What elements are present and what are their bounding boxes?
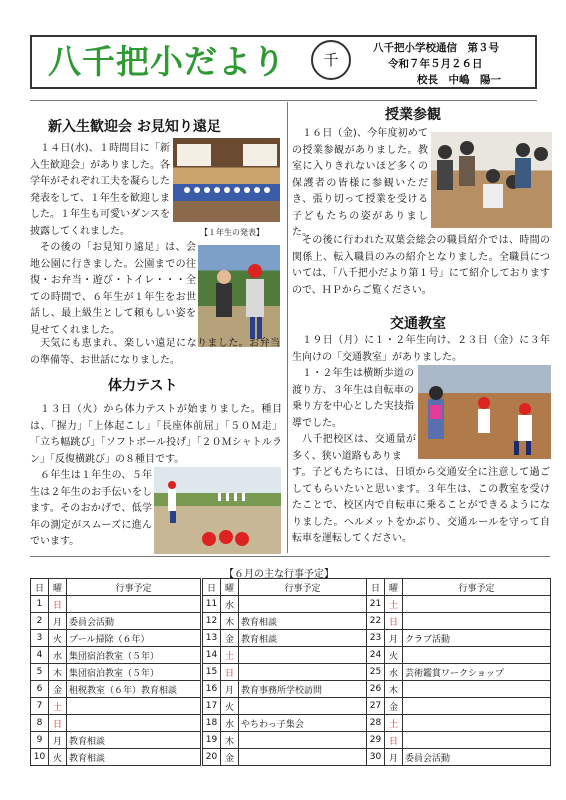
schedule-weekday: 木	[221, 613, 239, 630]
schedule-event	[403, 596, 551, 613]
schedule-header-day: 日	[31, 579, 49, 596]
schedule-row	[203, 732, 367, 749]
schedule-row	[31, 732, 201, 749]
issue-label: 八千把小学校通信 第３号	[373, 42, 499, 54]
schedule-header-dow: 曜	[221, 579, 239, 596]
schedule-row	[203, 647, 367, 664]
schedule-row	[367, 596, 551, 613]
schedule-header-day: 日	[203, 579, 221, 596]
traffic-text-2	[292, 366, 414, 432]
fitness-paragraph-2: ６年生は１年生の、５年生は２年生のお手伝いをします。そのおかげで、低学年の測定がスムーズに進んでいます。	[30, 470, 152, 547]
traffic-paragraph-1: １９日（月）に１・２年生向け、２３日（金）に３年生向けの「交通教室」がありました。	[292, 335, 550, 363]
schedule-day: 3	[31, 630, 49, 647]
fitness-heading: 体力テスト	[108, 378, 178, 394]
schedule-row	[367, 613, 551, 630]
schedule-weekday: 水	[49, 647, 67, 664]
schedule-row	[367, 647, 551, 664]
schedule-weekday: 火	[221, 698, 239, 715]
schedule-day: 8	[31, 715, 49, 732]
schedule-table	[30, 578, 201, 766]
schedule-day: 13	[203, 630, 221, 647]
observation-text-2	[292, 233, 550, 299]
schedule-weekday: 火	[49, 630, 67, 647]
schedule-event	[239, 732, 367, 749]
schedule-row	[367, 681, 551, 698]
schedule-row	[367, 630, 551, 647]
schedule-day: 28	[367, 715, 385, 732]
schedule-weekday: 月	[49, 613, 67, 630]
schedule-header-dow: 曜	[49, 579, 67, 596]
welcome-paragraph-3: 天気にも恵まれ、楽しい遠足になりました。お弁当の準備等、お世話になりました。	[30, 338, 280, 366]
schedule-day: 20	[203, 749, 221, 766]
schedule-event	[239, 698, 367, 715]
schedule-row	[203, 630, 367, 647]
schedule-row	[31, 715, 201, 732]
newsletter-title: 八千把小だより	[48, 42, 286, 81]
header-rule	[30, 100, 537, 101]
schedule-weekday: 木	[385, 681, 403, 698]
welcome-text-1	[30, 141, 170, 240]
schedule-row	[31, 664, 201, 681]
schedule-day: 14	[203, 647, 221, 664]
schedule-day: 4	[31, 647, 49, 664]
schedule-header-event: 行事予定	[239, 579, 367, 596]
schedule-weekday: 月	[385, 630, 403, 647]
welcome-photo-caption: 【１年生の発表】	[200, 228, 264, 237]
schedule-header-event: 行事予定	[67, 579, 201, 596]
schedule-row	[31, 681, 201, 698]
welcome-paragraph-1: １４日(水)、１時間目に「新入生歓迎会」がありました。各学年がそれぞれ工夫を凝らした発表をして、１年生を歓迎しました。１年生も可愛いダンスを披露してくれました。	[30, 143, 170, 237]
schedule-title: 【６月の主な行事予定】	[224, 569, 334, 580]
traffic-paragraph-3-cont: す。子どもたちには、日頃から交通安全に注意して過ごしてもらいたいと思います。３年生は、この教室を受けたことで、校区内で自転車に乗ることができるようになりました。ヘルメットをかぶり、交通ルールを守って自転車を運転してください。	[292, 467, 550, 544]
schedule-day: 11	[203, 596, 221, 613]
traffic-heading: 交通教室	[390, 316, 446, 332]
schedule-event: 教育相談	[67, 732, 201, 749]
schedule-event: 委員会活動	[403, 749, 551, 766]
schedule-day: 24	[367, 647, 385, 664]
schedule-weekday: 金	[221, 630, 239, 647]
schedule-day: 15	[203, 664, 221, 681]
schedule-day: 29	[367, 732, 385, 749]
schedule-event: 集団宿泊教室（５年）	[67, 664, 201, 681]
schedule-header-row	[203, 579, 367, 596]
schedule-weekday: 土	[221, 647, 239, 664]
issue-date: 令和７年５月２６日	[388, 58, 483, 70]
schedule-day: 19	[203, 732, 221, 749]
fitness-text-1	[30, 402, 282, 468]
schedule-event	[403, 613, 551, 630]
welcome-paragraph-2: その後の「お見知り遠足」は、会地公園に行きました。公園までの往復・お弁当・遊び・トイレ・・・全ての時間で、６年生が１年生をお世話し、最上級生として頼もしい姿を見せてくれました。	[30, 242, 196, 336]
schedule-row	[367, 664, 551, 681]
schedule-table	[202, 578, 367, 766]
schedule-day: 2	[31, 613, 49, 630]
schedule-row	[31, 647, 201, 664]
principal-name: 校長 中嶋 陽一	[417, 74, 501, 86]
schedule-day: 1	[31, 596, 49, 613]
schedule-row	[203, 613, 367, 630]
schedule-day: 7	[31, 698, 49, 715]
schedule-weekday: 水	[385, 664, 403, 681]
schedule-weekday: 金	[385, 698, 403, 715]
observation-heading: 授業参観	[385, 107, 441, 123]
welcome-heading: 新入生歓迎会 お見知り遠足	[48, 119, 221, 135]
schedule-day: 26	[367, 681, 385, 698]
schedule-weekday: 土	[385, 715, 403, 732]
schedule-day: 30	[367, 749, 385, 766]
schedule-event	[67, 596, 201, 613]
schedule-day: 10	[31, 749, 49, 766]
schedule-event: 芸術鑑賞ワークショップ	[403, 664, 551, 681]
schedule-day: 6	[31, 681, 49, 698]
schedule-event: やちわっ子集会	[239, 715, 367, 732]
observation-paragraph-2: その後に行われた双葉会総会の職員紹介では、時間の関係上、転入職員のみの紹介となりました。全職員については、「八千把小だより第１号」にて紹介しておりますので、ＨＰからご覧ください。	[292, 235, 550, 296]
schedule-event	[239, 647, 367, 664]
traffic-photo	[418, 365, 551, 459]
schedule-weekday: 日	[221, 664, 239, 681]
observation-paragraph-1: １６日（金)、今年度初めての授業参観がありました。教室に入りきれないほど多くの保護者の皆様に参観いただき、張り切って授業を受ける子どもたちの姿がありました。	[292, 128, 428, 238]
welcome-text-3	[30, 336, 280, 369]
schedule-event	[239, 596, 367, 613]
schedule-event: 教育相談	[239, 613, 367, 630]
schedule-event	[403, 698, 551, 715]
schedule-row	[367, 732, 551, 749]
schedule-row	[31, 596, 201, 613]
schedule-day: 18	[203, 715, 221, 732]
schedule-weekday: 日	[49, 596, 67, 613]
fitness-text-2	[30, 468, 152, 551]
schedule-table	[366, 578, 551, 766]
schedule-event: 租税教室（６年）教育相談	[67, 681, 201, 698]
schedule-event: 集団宿泊教室（５年）	[67, 647, 201, 664]
schedule-weekday: 火	[49, 749, 67, 766]
schedule-weekday: 日	[385, 732, 403, 749]
schedule-header-day: 日	[367, 579, 385, 596]
schedule-event	[239, 749, 367, 766]
schedule-event	[403, 647, 551, 664]
schedule-day: 9	[31, 732, 49, 749]
schedule-weekday: 水	[221, 596, 239, 613]
schedule-rule	[30, 556, 550, 557]
observation-text-1	[292, 126, 428, 242]
schedule-event	[403, 732, 551, 749]
fitness-photo	[154, 467, 281, 554]
schedule-weekday: 水	[221, 715, 239, 732]
welcome-photo	[173, 138, 280, 222]
schedule-event	[67, 715, 201, 732]
schedule-event: クラブ活動	[403, 630, 551, 647]
schedule-row	[367, 698, 551, 715]
schedule-weekday: 日	[385, 613, 403, 630]
schedule-row	[203, 698, 367, 715]
schedule-row	[203, 596, 367, 613]
schedule-event: 教育相談	[239, 630, 367, 647]
welcome-text-2	[30, 240, 196, 339]
schedule-weekday: 月	[221, 681, 239, 698]
schedule-row	[31, 749, 201, 766]
schedule-day: 25	[367, 664, 385, 681]
schedule-weekday: 金	[221, 749, 239, 766]
school-emblem-icon: 千	[311, 40, 351, 80]
schedule-row	[203, 749, 367, 766]
traffic-text-3a	[292, 432, 416, 465]
schedule-weekday: 木	[221, 732, 239, 749]
schedule-weekday: 月	[385, 749, 403, 766]
schedule-row	[31, 698, 201, 715]
schedule-weekday: 土	[49, 698, 67, 715]
schedule-weekday: 金	[49, 681, 67, 698]
schedule-event: 委員会活動	[67, 613, 201, 630]
schedule-header-event: 行事予定	[403, 579, 551, 596]
schedule-header-dow: 曜	[385, 579, 403, 596]
schedule-day: 16	[203, 681, 221, 698]
schedule-weekday: 木	[49, 664, 67, 681]
schedule-day: 21	[367, 596, 385, 613]
schedule-event	[67, 698, 201, 715]
traffic-text-1	[292, 333, 550, 366]
schedule-header-row	[367, 579, 551, 596]
traffic-text-3b	[292, 465, 550, 548]
schedule-event	[403, 681, 551, 698]
schedule-day: 17	[203, 698, 221, 715]
schedule-weekday: 日	[49, 715, 67, 732]
schedule-row	[367, 715, 551, 732]
schedule-header-row	[31, 579, 201, 596]
schedule-event	[403, 715, 551, 732]
schedule-weekday: 土	[385, 596, 403, 613]
column-divider	[287, 102, 288, 553]
schedule-row	[203, 681, 367, 698]
observation-photo	[431, 132, 552, 228]
schedule-row	[203, 664, 367, 681]
schedule-day: 23	[367, 630, 385, 647]
schedule-event: 教育相談	[67, 749, 201, 766]
excursion-photo	[198, 245, 280, 347]
schedule-day: 22	[367, 613, 385, 630]
schedule-row	[203, 715, 367, 732]
schedule-day: 5	[31, 664, 49, 681]
traffic-paragraph-2: １・２年生は横断歩道の渡り方、３年生は自転車の乗り方を中心とした実技指導でした。	[292, 368, 414, 429]
schedule-weekday: 火	[385, 647, 403, 664]
schedule-row	[367, 749, 551, 766]
schedule-row	[31, 630, 201, 647]
fitness-paragraph-1: １３日（火）から体力テストが始まりました。種目は、「握力」「上体起こし」「長座体前屈」「５０Ｍ走」「立ち幅跳び」「ソフトボール投げ」「２０Ｍシャトルラン」「反復横跳び」の８種目です。	[30, 404, 282, 465]
schedule-event: プール掃除（６年）	[67, 630, 201, 647]
traffic-paragraph-3: 八千把校区は、交通量が多く、狭い道路もありま	[292, 434, 416, 462]
schedule-event	[239, 664, 367, 681]
schedule-day: 12	[203, 613, 221, 630]
schedule-day: 27	[367, 698, 385, 715]
schedule-row	[31, 613, 201, 630]
schedule-event: 教育事務所学校訪問	[239, 681, 367, 698]
schedule-weekday: 月	[49, 732, 67, 749]
